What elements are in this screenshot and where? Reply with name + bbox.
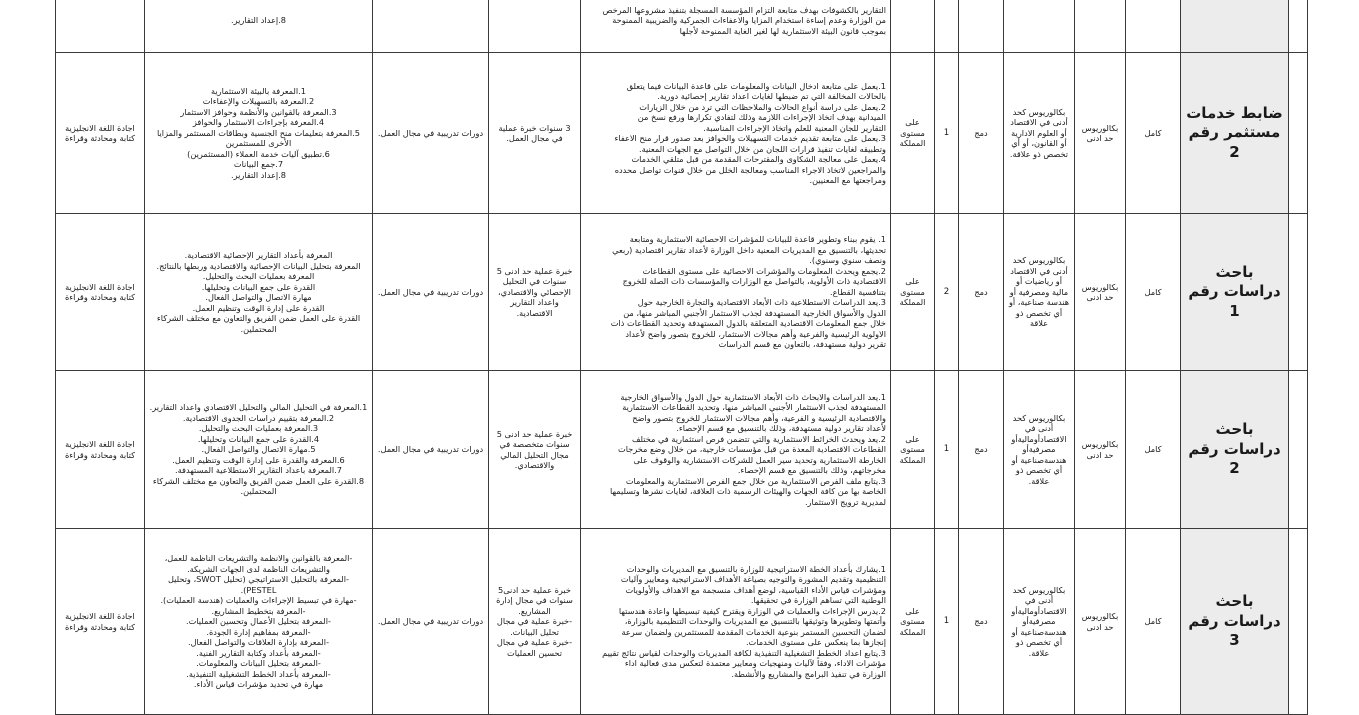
tasks-line: لأعداد تقارير دولية مستهدفة، وذلك بالتنسيق مع قسم الإحصاء. bbox=[676, 423, 886, 434]
count-cell: 1 bbox=[935, 529, 959, 715]
tasks-line: 1.يعد الدراسات والابحاث ذات الأبعاد الاستثمارية حول الدول والأسواق الخارجية bbox=[620, 391, 886, 402]
knowledge-line: 7.جمع البيانات bbox=[233, 159, 284, 170]
knowledge-line: -المعرفة بأعداد وكتابة التقارير الفنية. bbox=[196, 647, 321, 658]
employment-type-cell: كامل bbox=[1126, 53, 1181, 214]
tasks-line: من الوزارة وعدم إساءة استخدام المزايا والاعفاءات الجمركية والضريبية الممنوحة bbox=[612, 15, 886, 26]
training-cell bbox=[373, 0, 489, 53]
count-cell: 1 bbox=[935, 371, 959, 529]
degree-cell: بكالوريوس حد ادنى bbox=[1075, 529, 1126, 715]
tasks-line: القطاعات الاقتصادية المعدة من قبل مؤسسات خارجية، من خلال وضع مخرجات bbox=[617, 444, 886, 455]
tasks-cell bbox=[581, 371, 891, 529]
tasks-line: 1.يعمل على متابعة ادخال البيانات والمعلومات على قاعدة البيانات فيما يتعلق bbox=[626, 80, 886, 91]
knowledge-skills-cell bbox=[145, 53, 373, 214]
count-cell bbox=[935, 0, 959, 53]
tasks-line: ومؤشرات قياس الأداء القياسية، لوضع أهداف منسجمة مع الاهداف والأولويات bbox=[625, 584, 886, 595]
tasks-line: المستهدفة لجذب الاستثمار الأجنبي المباشر منها، وتحديد القطاعات الاستثمارية bbox=[622, 402, 886, 413]
training-cell bbox=[373, 371, 489, 529]
experience-cell bbox=[489, 371, 581, 529]
tasks-cell bbox=[581, 0, 891, 53]
tasks-line: خلال جمع المعلومات الاقتصادية المتعلقة بالدول المستهدفة وتحديد القطاعات ذات bbox=[610, 318, 886, 329]
experience-line: -خبرة عملية في مجال تحليل البيانات. bbox=[496, 616, 573, 637]
knowledge-line: 4.المعرفة بإجراءات الاستثمار والحوافز bbox=[192, 117, 325, 128]
tasks-line: الوزارة في تنفيذ البرامج والمشاريع والأنشطة. bbox=[731, 668, 886, 679]
tasks-line: تقرير دولية مستهدفة، بالتعاون مع قسم الدراسات bbox=[718, 339, 886, 350]
location-cell: على مستوى المملكة bbox=[891, 529, 935, 715]
tasks-line: بالحالات المخالفة التي تم ضبطها لغايات اعداد تقارير إحصائية دورية. bbox=[657, 91, 886, 101]
knowledge-line: -المعرفة بتخطيط المشاريع. bbox=[211, 605, 306, 616]
degree-cell: بكالوريوس حد ادنى bbox=[1075, 53, 1126, 214]
knowledge-line: القدرة على جمع البيانات وتحليلها. bbox=[201, 281, 316, 292]
knowledge-line: القدرة على العمل ضمن الفريق والتعاون مع مختلف الشركاء المحتملين. bbox=[156, 313, 361, 334]
knowledge-skills-cell bbox=[145, 529, 373, 715]
knowledge-skills-cell bbox=[145, 0, 373, 53]
category-cell: دمج bbox=[959, 371, 1004, 529]
tasks-line: ومراجعتها مع المعنيين. bbox=[809, 175, 886, 185]
experience-line: -خبرة عملية في مجال تحسين العمليات bbox=[496, 637, 573, 658]
language-line: اجادة اللغة الانجليزية كتابة ومحادثة وقراءة bbox=[65, 611, 135, 632]
experience-line: خبرة عملية حد ادنى5 سنوات في مجال إدارة المشاريع. bbox=[496, 584, 573, 616]
edge-cell bbox=[1289, 371, 1308, 529]
count-cell: 2 bbox=[935, 214, 959, 371]
tasks-line: لمديرية ترويج الاستثمار. bbox=[804, 496, 886, 507]
tasks-line: 2.يدرس الإجراءات والعمليات في الوزارة ويقترح كيفية تبسيطها واعادة هندستها bbox=[618, 605, 886, 616]
experience-cell bbox=[489, 53, 581, 214]
degree-cell: بكالوريوس حد ادنى bbox=[1075, 371, 1126, 529]
knowledge-line: 2.المعرفة بالتسهيلات والإعفاءات bbox=[202, 96, 315, 107]
job-title-cell: باحث دراسات رقم 3 bbox=[1181, 529, 1289, 715]
tasks-line: التقارير بالكشوفات بهدف متابعة التزام المؤسسة المسجلة بتنفيذ مشروعها المرخص bbox=[602, 4, 886, 15]
training-line: دورات تدريبية في مجال العمل. bbox=[377, 616, 484, 627]
language-line: اجادة اللغة الانجليزية كتابة ومحادثة وقراءة bbox=[65, 439, 135, 460]
tasks-line: الاقتصادية ذات الأولوية، بالتواصل مع الوزارات والمؤسسات ذات الصلة للخروج bbox=[622, 276, 886, 287]
job-title-cell bbox=[1181, 0, 1289, 53]
tasks-line: التقارير للجان المعنية للعلم واتخاذ الإجراءات المناسبة. bbox=[703, 122, 886, 133]
knowledge-line: -المعرفة بتحليل البيانات والمعلومات. bbox=[196, 658, 321, 669]
knowledge-line: 5.مهارة الاتصال والتواصل الفعال. bbox=[201, 444, 316, 455]
knowledge-line: -المعرفة بمفاهيم إدارة الجودة. bbox=[206, 626, 311, 637]
knowledge-line: 8.إعداد التقارير. bbox=[230, 15, 287, 26]
training-cell bbox=[373, 214, 489, 371]
employment-type-cell: كامل bbox=[1126, 529, 1181, 715]
employment-type-cell: كامل bbox=[1126, 214, 1181, 371]
location-cell bbox=[891, 0, 935, 53]
degree-cell: بكالوريوس حد ادنى bbox=[1075, 214, 1126, 371]
tasks-line: 3.يتابع اعداد الخطط التشغيلية التنفيذية لكافة المديريات والوحدات لقياس نتائج تقييم bbox=[602, 647, 886, 658]
job-title-cell: باحث دراسات رقم 2 bbox=[1181, 371, 1289, 529]
tasks-line: الاولوية الرئيسية والفرعية وأهم مجالات الاستثمار، للخروج بتصور واضح لأعداد bbox=[625, 328, 886, 339]
tasks-line: بتنافسية القطاع. bbox=[829, 286, 886, 297]
category-cell: دمج bbox=[959, 214, 1004, 371]
tasks-line: الخارطة الاستثمارية وتحديد سير العمل للشركات الاستشارية والوقوف على bbox=[633, 454, 886, 465]
tasks-line: وأتمتها وتطويرها وتوثيقها بالتنسيق مع المديريات والوحدات التنظيمية بالوزارة، bbox=[624, 616, 886, 627]
knowledge-line: 5.المعرفة بتعليمات منح الجنسية وبطاقات المستثمر والمزايا الأخرى للمستثمرين bbox=[157, 127, 360, 149]
knowledge-line: -المعرفة بتحليل الأعمال وتحسين العمليات. bbox=[185, 616, 332, 627]
degree-cell bbox=[1075, 0, 1126, 53]
category-cell: دمج bbox=[959, 529, 1004, 715]
knowledge-line: -المعرفة بإدارة العلاقات والتواصل الفعال. bbox=[187, 637, 330, 648]
specialization-cell: بكالوريوس كحد أدنى في الاقتصاد أو رياضيات أو مالية ومصرفية أو هندسة صناعية، أو أي تخصص ذو علاقة bbox=[1004, 214, 1075, 371]
tasks-line: الدول والأسواق الخارجية المستهدفة لجذب الاستثمار الأجنبي المباشر منها، من bbox=[623, 307, 886, 318]
tasks-line: 4.يعمل على معالجة الشكاوى والمقترحات المقدمة من قبل متلقي الخدمات bbox=[631, 154, 886, 164]
knowledge-line: المعرفة بأعداد التقارير الإحصائية الاقتصادية. bbox=[184, 250, 333, 260]
knowledge-line: -مهارة في تبسيط الإجراءات والعمليات (هندسة العمليات). bbox=[160, 595, 357, 606]
tasks-line: الميدانية بهدف اتخاذ الإجراءات اللازمة وذلك لتفادي تكرارها ورفع نسخ من bbox=[637, 112, 886, 122]
training-cell bbox=[373, 53, 489, 214]
table-row bbox=[56, 53, 1308, 214]
edge-cell bbox=[1289, 529, 1308, 715]
edge-cell bbox=[1289, 53, 1308, 214]
knowledge-line: -المعرفة بالتحليل الاستراتيجي (تحليل SWOT، وتحليل PESTEL). bbox=[167, 574, 350, 595]
specialization-cell: بكالوريوس كحد أدنى في الاقتصاد أو العلوم الادارية أو القانون، أو أي تخصص ذو علاقة. bbox=[1004, 53, 1075, 214]
knowledge-line: 6.المعرفة والقدرة على إدارة الوقت وتنظيم العمل. bbox=[172, 454, 345, 465]
language-requirement-cell bbox=[56, 0, 145, 53]
tasks-line: مخرجاتهم، وذلك بالتنسيق مع قسم الإحصاء. bbox=[737, 465, 886, 476]
knowledge-skills-cell bbox=[145, 371, 373, 529]
knowledge-line: -المعرفة بالقوانين والانظمة والتشريعات الناظمة للعمل، والتشريعات الناظمة لدى الجهات الشريكة. bbox=[164, 553, 353, 574]
table-row bbox=[56, 371, 1308, 529]
training-line: دورات تدريبية في مجال العمل. bbox=[377, 444, 484, 455]
tasks-cell bbox=[581, 529, 891, 715]
employment-type-cell: كامل bbox=[1126, 371, 1181, 529]
tasks-line: التنظيمية وتقديم المشورة والتوجيه بصياغة الأهداف الاستراتيجية ومعايير وآليات bbox=[620, 574, 886, 585]
tasks-line: وتطبيقه لغايات تنفيذ قرارات اللجان من خلال التواصل مع الجهات المعنية. bbox=[638, 143, 886, 154]
language-requirement-cell bbox=[56, 53, 145, 214]
table-row bbox=[56, 0, 1308, 53]
job-table bbox=[55, 0, 1308, 715]
count-cell: 1 bbox=[935, 53, 959, 214]
knowledge-line: 6.تطبيق آليات خدمة العملاء (المستثمرين) bbox=[187, 148, 330, 159]
tasks-line: تحديثها، بالتنسيق مع المديريات المعنية داخل الوزارة لأعداد تقارير اقتصادية (ربعي bbox=[612, 244, 886, 255]
knowledge-line: 3.المعرفة بعمليات البحث والتحليل. bbox=[198, 423, 319, 434]
tasks-line: 2.يعمل على دراسة أنواع الحالات والملاحظات التي ترد من خلال الزيارات bbox=[639, 101, 886, 112]
experience-cell bbox=[489, 529, 581, 715]
tasks-line: والمراجعين لاتخاذ الاجراء المناسب ومعالجة الخلل من خلال قنوات تواصل محدده bbox=[614, 164, 886, 175]
tasks-line: ونصف سنوي وسنوي). bbox=[809, 255, 886, 266]
table-row bbox=[56, 214, 1308, 371]
knowledge-line: المعرفة بتحليل البيانات الإحصائية والاقتصادية وربطها بالنتائج. bbox=[156, 260, 361, 271]
job-table-body bbox=[56, 0, 1308, 715]
knowledge-line: 8.إعداد التقارير. bbox=[230, 169, 287, 180]
language-requirement-cell bbox=[56, 214, 145, 371]
tasks-line: 2.يعد ويحدث الخرائط الاستثمارية والتي تتضمن فرص استثمارية في مختلف bbox=[632, 433, 886, 444]
language-requirement-cell bbox=[56, 371, 145, 529]
knowledge-line: المعرفة بعمليات البحث والتحليل. bbox=[202, 271, 315, 281]
tasks-line: الخاصة بها من كافة الجهات والهيئات الرسمية ذات العلاقة، لغايات نشرها وتسليمها bbox=[609, 486, 886, 497]
tasks-line: الوطنية التي تساهم الوزارة في تحقيقها. bbox=[750, 595, 886, 606]
tasks-line: بموجب قانون البيئة الاستثمارية لها لغير الغاية الممنوحة لأجلها bbox=[679, 25, 886, 36]
tasks-cell bbox=[581, 53, 891, 214]
experience-line: خبرة عملية حد ادنى 5 سنوات في التحليل الإحصائي والاقتصادي، واعداد التقارير الاقتصادية. bbox=[496, 265, 573, 318]
training-line: دورات تدريبية في مجال العمل. bbox=[377, 127, 484, 138]
specialization-cell: بكالوريوس كحد أدنى في الاقتصادأوماليةأو مصرفيةأو هندسةصناعية أو أي تخصص ذو علاقة. bbox=[1004, 529, 1075, 715]
tasks-line: 3.يعمل على متابعة تقديم خدمات التسهيلات والحوافز بعد صدور قرار منح الاعفاء bbox=[614, 133, 886, 143]
knowledge-line: القدرة على إدارة الوقت وتنظيم العمل. bbox=[192, 302, 325, 313]
experience-cell bbox=[489, 0, 581, 53]
location-cell: على مستوى المملكة bbox=[891, 371, 935, 529]
tasks-line: لضمان التحسين المستمر بنوعية الخدمات المقدمة للمستثمرين ولضمان سرعة bbox=[621, 626, 886, 637]
knowledge-line: 7.المعرفة باعداد التقارير الاستطلاعية المستهدفة. bbox=[175, 465, 342, 476]
tasks-line: 2.يجمع ويحدث المعلومات والمؤشرات الاحصائية على مستوى القطاعات bbox=[642, 265, 886, 276]
employment-type-cell bbox=[1126, 0, 1181, 53]
language-line: اجادة اللغة الانجليزية كتابة ومحادثة وقراءة bbox=[65, 122, 135, 143]
tasks-cell bbox=[581, 214, 891, 371]
experience-cell bbox=[489, 214, 581, 371]
knowledge-skills-cell bbox=[145, 214, 373, 371]
location-cell: على مستوى المملكة bbox=[891, 53, 935, 214]
training-cell bbox=[373, 529, 489, 715]
language-line: اجادة اللغة الانجليزية كتابة ومحادثة وقراءة bbox=[65, 281, 135, 302]
knowledge-line: 1.المعرفة في التحليل المالي والتحليل الاقتصادي واعداد التقارير. bbox=[149, 402, 368, 413]
knowledge-line: 4.القدرة على جمع البيانات وتحليلها. bbox=[197, 433, 320, 444]
category-cell: دمج bbox=[959, 53, 1004, 214]
knowledge-line: مهارة الاتصال والتواصل الفعال. bbox=[205, 292, 312, 302]
table-row bbox=[56, 529, 1308, 715]
tasks-line: 3.يتابع ملف الفرص الاستثمارية من خلال جمع الفرص الاستثمارية والمعلومات bbox=[625, 475, 886, 486]
language-requirement-cell bbox=[56, 529, 145, 715]
experience-line: 3 سنوات خبرة عملية في مجال العمل. bbox=[498, 122, 571, 143]
knowledge-line: 3.المعرفة بالقوانين والأنظمة وحوافز الاستثمار bbox=[180, 106, 337, 117]
edge-cell bbox=[1289, 214, 1308, 371]
tasks-line: 3.يعد الدراسات الاستطلاعية ذات الأبعاد الاقتصادية والتجارة الخارجية حول bbox=[637, 297, 886, 308]
job-title-cell: باحث دراسات رقم 1 bbox=[1181, 214, 1289, 371]
knowledge-line: مهارة في تحديد مؤشرات قياس الأداء. bbox=[193, 679, 324, 690]
tasks-line: والاقتصادية الرئيسية و الفرعية، وأهم مجالات الاستثمار للخروج بتصور واضح bbox=[632, 412, 886, 423]
experience-line: خبرة عملية حد ادنى 5 سنوات متخصصة في مجال التحليل المالي والاقتصادي. bbox=[496, 428, 573, 470]
knowledge-line: 1.المعرفة بالبيئة الاستثمارية bbox=[211, 85, 306, 96]
category-cell bbox=[959, 0, 1004, 53]
training-line: دورات تدريبية في مجال العمل. bbox=[377, 286, 484, 297]
tasks-line: إنجازها بما ينعكس على مستوى الخدمات. bbox=[745, 637, 886, 648]
tasks-line: 1. يقوم ببناء وتطوير قاعدة للبيانات للمؤشرات الاحصائية الاستثمارية ومتابعة bbox=[629, 234, 886, 245]
job-title-cell: ضابط خدمات مستثمر رقم 2 bbox=[1181, 53, 1289, 214]
location-cell: على مستوى المملكة bbox=[891, 214, 935, 371]
knowledge-line: -المعرفة بأعداد الخطط التشغيلية التنفيذية. bbox=[186, 668, 331, 679]
tasks-line: 1.يشارك بأعداد الخطة الاستراتيجية للوزارة بالتنسيق مع المديريات والوحدات bbox=[626, 563, 886, 574]
knowledge-line: 8.القدرة على العمل ضمن الفريق والتعاون مع مختلف الشركاء المحتملين. bbox=[152, 475, 365, 497]
tasks-line: مؤشرات الاداء، وفقاً لآليات ومنهجيات ومعايير معتمدة لتعكس مدى فعالية اداء bbox=[624, 658, 886, 669]
specialization-cell bbox=[1004, 0, 1075, 53]
specialization-cell: بكالوريوس كحد أدنى في الاقتصادأوماليةأو مصرفيةأو هندسةصناعية أو أي تخصص ذو علاقة. bbox=[1004, 371, 1075, 529]
knowledge-line: 2.المعرفة بتقييم دراسات الجدوى الاقتصادية. bbox=[182, 412, 335, 423]
edge-cell bbox=[1289, 0, 1308, 53]
